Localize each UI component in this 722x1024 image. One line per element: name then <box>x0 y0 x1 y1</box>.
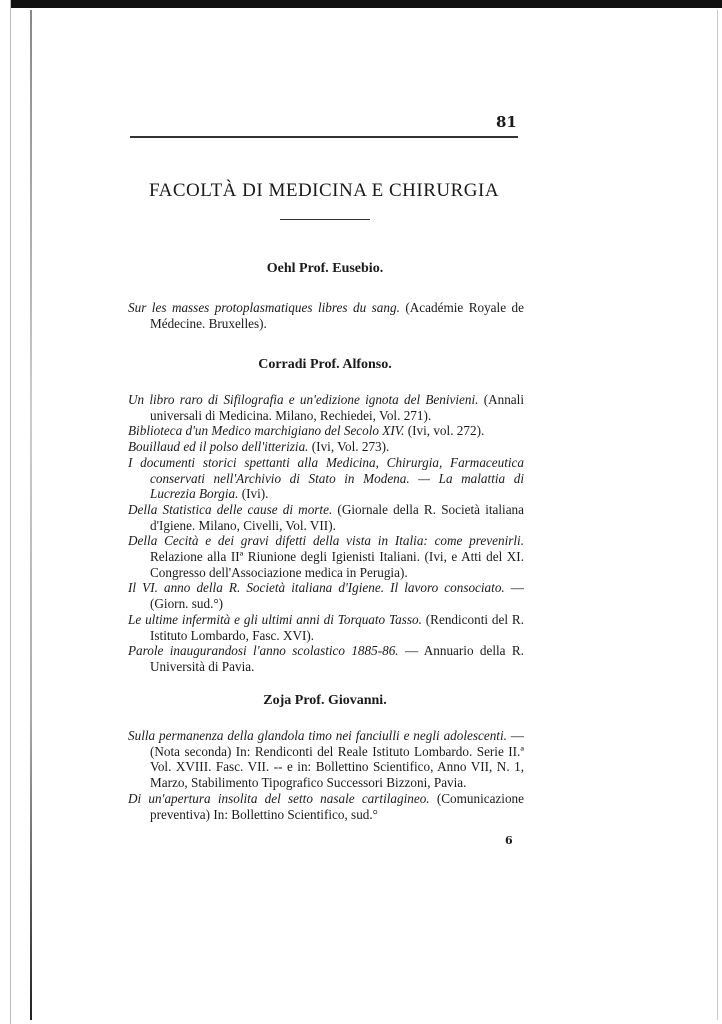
author-heading: Corradi Prof. Alfonso. <box>258 357 392 372</box>
entry-details: (Ivi). <box>238 486 269 502</box>
entry-details: — (Nota seconda) In: Rendiconti del Reale Istituto Lombardo. Serie II.ª Vol. XVIII. Fasc. VII. -- e in: Bollettino Scientifico, Anno VII, N. 1, Marzo, Stabilimento Tipografico Successori Bizzoni, Pavia. <box>150 728 524 791</box>
section-title: FACOLTÀ DI MEDICINA E CHIRURGIA <box>148 180 500 201</box>
bibliography-entry <box>128 502 524 533</box>
entry-title: Sulla permanenza della glandola timo nei fanciulli e negli adolescenti. <box>128 728 507 743</box>
bibliography-list <box>128 728 524 822</box>
entry-title: Biblioteca d'un Medico marchigiano del Secolo XIV. <box>128 423 405 439</box>
entry-details: — (Giorn. sud.°) <box>150 580 524 612</box>
entry-details: (Comunicazione preventiva) In: Bollettino Scientifico, sud.° <box>150 790 524 822</box>
entry-details: (Rendiconti del R. Istituto Lombardo, Fasc. XVI). <box>150 611 524 643</box>
scan-left-margin <box>0 0 11 1024</box>
entry-details: — Annuario della R. Università di Pavia. <box>150 643 524 674</box>
entry-title: Di un'apertura insolita del setto nasale cartilagineo. <box>128 790 430 806</box>
entry-title: Della Statistica delle cause di morte. <box>128 501 333 517</box>
bibliography-entry <box>128 392 524 423</box>
page-right-edge <box>717 10 718 1020</box>
scan-top-border <box>0 0 722 8</box>
bibliography-entry <box>128 455 524 502</box>
bibliography-entry <box>128 533 524 580</box>
entry-details: (Académie Royale de Médecine. Bruxelles). <box>150 300 524 331</box>
entry-title: I documenti storici spettanti alla Medicina, Chirurgia, Farmaceutica conservati nell'Archivio di Stato in Modena. — La malattia di Lucrezia Borgia. <box>128 454 524 502</box>
bibliography-entry <box>128 300 524 331</box>
title-divider <box>280 219 370 220</box>
entry-title: Sur les masses protoplasmatiques libres du sang. <box>128 300 400 315</box>
entry-details: Relazione alla IIª Riunione degli Igienisti Italiani. (Ivi, e Atti del XI. Congresso dell'Associazione medica in Perugia). <box>150 549 524 580</box>
bibliography-entry <box>128 423 524 439</box>
entry-title: Un libro raro di Sifilografia e un'edizione ignota del Benivieni. <box>128 392 479 407</box>
entry-details: (Ivi, Vol. 273). <box>308 439 390 455</box>
author-heading: Zoja Prof. Giovanni. <box>263 693 387 708</box>
entry-title: Bouillaud ed il polso dell'itterizia. <box>128 439 309 455</box>
entry-details: (Annali universali di Medicina. Milano, Rechiedei, Vol. 271). <box>150 392 524 423</box>
bibliography-list <box>128 300 524 331</box>
bibliography-entry <box>128 439 524 455</box>
entry-title: Parole inaugurandosi l'anno scolastico 1885-86. <box>128 643 399 659</box>
page-number: 81 <box>496 113 517 131</box>
header-rule <box>130 136 518 138</box>
signature-mark: 6 <box>505 834 513 847</box>
page-binding-edge <box>30 10 32 1020</box>
entry-title: Il VI. anno della R. Società italiana d'Igiene. Il lavoro consociato. <box>128 580 505 596</box>
entry-title: Le ultime infermità e gli ultimi anni di Torquato Tasso. <box>128 611 422 627</box>
bibliography-list <box>128 392 524 675</box>
entry-details: (Giornale della R. Società italiana d'Igiene. Milano, Civelli, Vol. VII). <box>150 501 524 533</box>
bibliography-entry <box>128 580 524 611</box>
bibliography-entry <box>128 791 524 822</box>
bibliography-entry <box>128 612 524 643</box>
bibliography-entry <box>128 643 524 674</box>
entry-details: (Ivi, vol. 272). <box>404 423 485 439</box>
bibliography-entry <box>128 728 524 791</box>
author-heading: Oehl Prof. Eusebio. <box>266 261 384 276</box>
entry-title: Della Cecità e dei gravi difetti della vista in Italia: come prevenirli. <box>128 533 524 549</box>
